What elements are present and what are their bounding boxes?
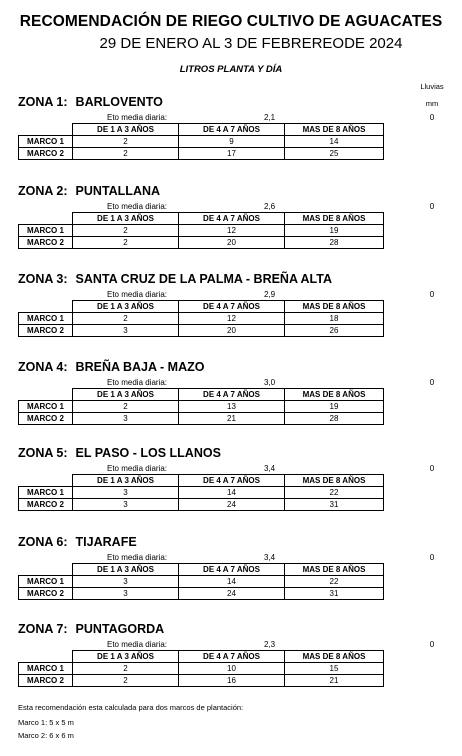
- column-header: MAS DE 8 AÑOS: [285, 389, 384, 401]
- zone-label: ZONA 1:: [18, 95, 68, 109]
- liters-cell: 12: [179, 313, 285, 325]
- row-label: MARCO 1: [19, 313, 73, 325]
- zone-block: [0, 360, 462, 452]
- row-label: MARCO 1: [19, 136, 73, 148]
- table-row: [19, 663, 384, 675]
- row-label: MARCO 2: [19, 588, 73, 600]
- table-row: [19, 325, 384, 337]
- rain-value: 0: [429, 202, 435, 211]
- zone-heading: [18, 360, 204, 374]
- zone-block: [0, 184, 462, 276]
- rain-column-label: Lluvias: [420, 82, 444, 91]
- zone-name: SANTA CRUZ DE LA PALMA - BREÑA ALTA: [75, 272, 332, 286]
- table-row: [19, 148, 384, 160]
- liters-cell: 18: [285, 313, 384, 325]
- column-header: MAS DE 8 AÑOS: [285, 213, 384, 225]
- liters-cell: 2: [73, 237, 179, 249]
- zone-name: EL PASO - LOS LLANOS: [75, 446, 221, 460]
- eto-value: 3,0: [264, 378, 276, 387]
- row-label: MARCO 2: [19, 499, 73, 511]
- column-header: MAS DE 8 AÑOS: [285, 124, 384, 136]
- zone-heading: [18, 272, 332, 286]
- column-header: MAS DE 8 AÑOS: [285, 475, 384, 487]
- rain-value: 0: [429, 113, 435, 122]
- liters-cell: 26: [285, 325, 384, 337]
- liters-cell: 21: [179, 413, 285, 425]
- column-header: DE 1 A 3 AÑOS: [73, 389, 179, 401]
- table-row: [19, 576, 384, 588]
- rain-value: 0: [429, 464, 435, 473]
- column-header: DE 4 A 7 AÑOS: [179, 651, 285, 663]
- liters-cell: 2: [73, 663, 179, 675]
- liters-cell: 2: [73, 401, 179, 413]
- zone-name: BARLOVENTO: [75, 95, 163, 109]
- table-row: [19, 499, 384, 511]
- zone-heading: [18, 622, 164, 636]
- header-blank-cell: [19, 564, 73, 576]
- column-header: DE 4 A 7 AÑOS: [179, 475, 285, 487]
- liters-cell: 10: [179, 663, 285, 675]
- liters-cell: 28: [285, 413, 384, 425]
- liters-cell: 3: [73, 499, 179, 511]
- liters-cell: 9: [179, 136, 285, 148]
- eto-value: 2,3: [264, 640, 276, 649]
- zone-label: ZONA 3:: [18, 272, 68, 286]
- table-header-row: [19, 389, 384, 401]
- eto-value: 3,4: [264, 553, 276, 562]
- zone-name: PUNTALLANA: [75, 184, 161, 198]
- table-header-row: [19, 651, 384, 663]
- liters-cell: 2: [73, 148, 179, 160]
- header-blank-cell: [19, 124, 73, 136]
- table-header-row: [19, 475, 384, 487]
- eto-label: Eto media diaria:: [107, 640, 168, 649]
- eto-label: Eto media diaria:: [107, 378, 168, 387]
- eto-value: 2,6: [264, 202, 276, 211]
- liters-cell: 22: [285, 576, 384, 588]
- irrigation-table: [18, 650, 384, 687]
- liters-cell: 3: [73, 413, 179, 425]
- row-label: MARCO 1: [19, 225, 73, 237]
- eto-value: 2,1: [264, 113, 276, 122]
- footer-marco1: Marco 1: 5 x 5 m: [18, 718, 74, 727]
- liters-cell: 13: [179, 401, 285, 413]
- column-header: DE 1 A 3 AÑOS: [73, 564, 179, 576]
- liters-cell: 12: [179, 225, 285, 237]
- eto-label: Eto media diaria:: [107, 553, 168, 562]
- column-header: MAS DE 8 AÑOS: [285, 301, 384, 313]
- row-label: MARCO 1: [19, 401, 73, 413]
- table-row: [19, 313, 384, 325]
- liters-cell: 3: [73, 325, 179, 337]
- liters-cell: 22: [285, 487, 384, 499]
- liters-cell: 14: [179, 576, 285, 588]
- zone-block: [0, 446, 462, 538]
- column-header: MAS DE 8 AÑOS: [285, 564, 384, 576]
- column-header: DE 4 A 7 AÑOS: [179, 213, 285, 225]
- zone-heading: [18, 184, 160, 198]
- table-row: [19, 401, 384, 413]
- date-range: 29 DE ENERO AL 3 DE FEBREREODE 2024: [99, 35, 403, 52]
- eto-label: Eto media diaria:: [107, 113, 168, 122]
- row-label: MARCO 2: [19, 675, 73, 687]
- column-header: DE 1 A 3 AÑOS: [73, 124, 179, 136]
- zone-label: ZONA 4:: [18, 360, 68, 374]
- liters-cell: 24: [179, 588, 285, 600]
- irrigation-table: [18, 300, 384, 337]
- liters-cell: 3: [73, 576, 179, 588]
- row-label: MARCO 1: [19, 487, 73, 499]
- header-blank-cell: [19, 301, 73, 313]
- irrigation-table: [18, 212, 384, 249]
- eto-label: Eto media diaria:: [107, 202, 168, 211]
- liters-cell: 21: [285, 675, 384, 687]
- row-label: MARCO 1: [19, 663, 73, 675]
- row-label: MARCO 2: [19, 325, 73, 337]
- irrigation-table: [18, 563, 384, 600]
- liters-cell: 31: [285, 588, 384, 600]
- liters-cell: 14: [285, 136, 384, 148]
- table-row: [19, 136, 384, 148]
- liters-cell: 17: [179, 148, 285, 160]
- column-header: MAS DE 8 AÑOS: [285, 651, 384, 663]
- table-header-row: [19, 564, 384, 576]
- liters-cell: 16: [179, 675, 285, 687]
- eto-value: 3,4: [264, 464, 276, 473]
- zone-block: [0, 95, 462, 187]
- table-header-row: [19, 213, 384, 225]
- liters-cell: 20: [179, 325, 285, 337]
- zone-block: [0, 272, 462, 364]
- zone-block: [0, 622, 462, 714]
- rain-value: 0: [429, 378, 435, 387]
- zone-label: ZONA 7:: [18, 622, 68, 636]
- eto-value: 2,9: [264, 290, 276, 299]
- table-row: [19, 413, 384, 425]
- column-header: DE 4 A 7 AÑOS: [179, 301, 285, 313]
- zone-block: [0, 535, 462, 627]
- column-header: DE 1 A 3 AÑOS: [73, 475, 179, 487]
- header-blank-cell: [19, 213, 73, 225]
- column-header: DE 1 A 3 AÑOS: [73, 301, 179, 313]
- liters-cell: 2: [73, 136, 179, 148]
- rain-value: 0: [429, 640, 435, 649]
- zone-name: PUNTAGORDA: [75, 622, 165, 636]
- liters-cell: 15: [285, 663, 384, 675]
- liters-cell: 2: [73, 225, 179, 237]
- table-row: [19, 487, 384, 499]
- table-row: [19, 675, 384, 687]
- document-title: RECOMENDACIÓN DE RIEGO CULTIVO DE AGUACATES: [19, 13, 443, 30]
- liters-cell: 2: [73, 675, 179, 687]
- liters-cell: 31: [285, 499, 384, 511]
- zone-label: ZONA 6:: [18, 535, 68, 549]
- table-header-row: [19, 301, 384, 313]
- zone-name: TIJARAFE: [75, 535, 137, 549]
- liters-cell: 3: [73, 588, 179, 600]
- column-header: DE 1 A 3 AÑOS: [73, 651, 179, 663]
- liters-cell: 19: [285, 225, 384, 237]
- header-blank-cell: [19, 651, 73, 663]
- column-header: DE 4 A 7 AÑOS: [179, 124, 285, 136]
- zone-heading: [18, 535, 137, 549]
- rain-column-unit: mm: [425, 99, 439, 108]
- liters-cell: 2: [73, 313, 179, 325]
- table-row: [19, 225, 384, 237]
- column-header: DE 4 A 7 AÑOS: [179, 564, 285, 576]
- row-label: MARCO 1: [19, 576, 73, 588]
- zone-name: BREÑA BAJA - MAZO: [75, 360, 205, 374]
- zone-heading: [18, 95, 163, 109]
- irrigation-table: [18, 474, 384, 511]
- zone-heading: [18, 446, 221, 460]
- liters-cell: 20: [179, 237, 285, 249]
- column-header: DE 4 A 7 AÑOS: [179, 389, 285, 401]
- zone-label: ZONA 5:: [18, 446, 68, 460]
- column-header: DE 1 A 3 AÑOS: [73, 213, 179, 225]
- footer-marco2: Marco 2: 6 x 6 m: [18, 731, 74, 740]
- rain-value: 0: [429, 553, 435, 562]
- zone-label: ZONA 2:: [18, 184, 68, 198]
- row-label: MARCO 2: [19, 148, 73, 160]
- liters-cell: 3: [73, 487, 179, 499]
- eto-label: Eto media diaria:: [107, 290, 168, 299]
- row-label: MARCO 2: [19, 237, 73, 249]
- liters-cell: 28: [285, 237, 384, 249]
- table-row: [19, 237, 384, 249]
- footer-note: Esta recomendación esta calculada para dos marcos de plantación:: [18, 703, 244, 712]
- liters-cell: 14: [179, 487, 285, 499]
- irrigation-table: [18, 123, 384, 160]
- table-row: [19, 588, 384, 600]
- liters-cell: 24: [179, 499, 285, 511]
- liters-cell: 19: [285, 401, 384, 413]
- header-blank-cell: [19, 389, 73, 401]
- eto-label: Eto media diaria:: [107, 464, 168, 473]
- liters-cell: 25: [285, 148, 384, 160]
- table-header-row: [19, 124, 384, 136]
- header-blank-cell: [19, 475, 73, 487]
- units-subtitle: LITROS PLANTA Y DÍA: [179, 64, 283, 75]
- row-label: MARCO 2: [19, 413, 73, 425]
- rain-value: 0: [429, 290, 435, 299]
- irrigation-table: [18, 388, 384, 425]
